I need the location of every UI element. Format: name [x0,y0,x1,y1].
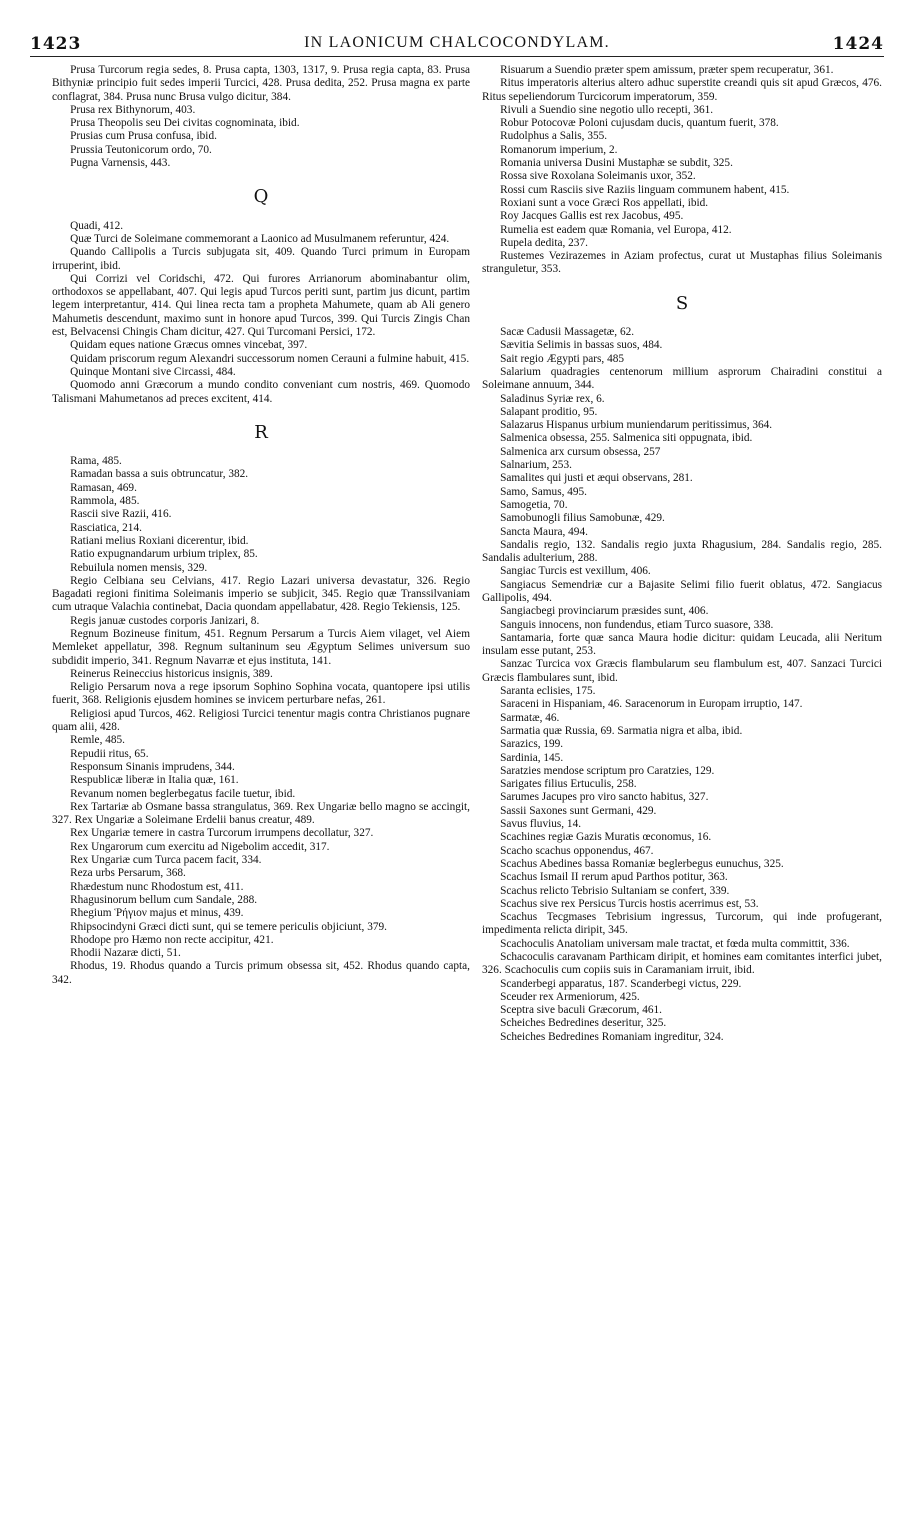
index-entry: Pugna Varnensis, 443. [70,157,171,170]
index-entry: Repudii ritus, 65. [70,747,149,760]
index-entry: Sævitia Selimis in bassas suos, 484. [500,339,663,352]
index-entry: Salapant proditio, 95. [500,405,598,418]
index-entry: Scachus Abedines bassa Romaniæ beglerbegus eunuchus, 325. [500,857,784,870]
page-header [30,34,884,57]
index-entry: Roy Jacques Gallis est rex Jacobus, 495. [500,210,684,223]
index-column-right [482,64,882,1044]
index-entry: Sanguis innocens, non fundendus, etiam Turco suasore, 338. [500,618,774,631]
index-entry: Samogetia, 70. [500,498,568,511]
index-entry: Saraceni in Hispaniam, 46. Saracenorum in Europam irruptio, 147. [500,698,803,711]
index-entry: Prusa Theopolis seu Dei civitas cognominata, ibid. [70,117,300,130]
index-entry: Quæ Turci de Soleimane commemorant a Laonico ad Musulmanem referuntur, 424. [70,232,450,245]
index-entry: Savus fluvius, 14. [500,818,582,831]
index-entry: Sarumes Jacupes pro viro sancto habitus, 327. [500,791,709,804]
index-entry: Rama, 485. [70,455,122,468]
index-entry: Ratio expugnandarum urbium triplex, 85. [70,548,258,561]
index-entry: Rex Ungariæ cum Turca pacem facit, 334. [70,854,262,867]
index-entry: Religio Persarum nova a rege ipsorum Sophino Sophina vocata, quantopere ipsi utilis fuerit, 368. Religionis ejusdem homines se invicem perturbare nefas, 261. [52,681,470,707]
index-entry: Salmenica arx cursum obsessa, 257 [500,445,661,458]
index-entry: Rammola, 485. [70,495,140,508]
running-title: IN LAONICUM CHALCOCONDYLAM. [304,34,610,51]
index-entry: Saranta eclisies, 175. [500,685,596,698]
section-letter: Q [253,186,269,208]
section-letter: R [254,421,268,443]
index-entry: Rustemes Vezirazemes in Aziam profectus, curat ut Mustaphas filius Soleimanis stranguletur, 353. [482,250,882,276]
index-entry: Responsum Sinanis imprudens, 344. [70,760,235,773]
index-entry: Rumelia est eadem quæ Romania, vel Europa, 412. [500,223,732,236]
index-entry: Risuarum a Suendio præter spem amissum, præter spem recuperatur, 361. [500,64,834,76]
index-entry: Salazarus Hispanus urbium muniendarum peritissimus, 364. [500,419,773,432]
index-entry: Respublicæ liberæ in Italia quæ, 161. [70,774,239,787]
index-entry: Sarazics, 199. [500,738,564,751]
index-entry: Salnarium, 253. [500,459,572,472]
index-entry: Sangiac Turcis est vexillum, 406. [500,565,651,578]
index-entry: Scheiches Bedredines deseritur, 325. [500,1017,667,1030]
index-entry: Sancta Maura, 494. [500,525,588,538]
index-entry: Reza urbs Persarum, 368. [70,867,186,880]
index-entry: Scacho scachus opponendus, 467. [500,844,654,857]
index-entry: Rex Ungarorum cum exercitu ad Nigebolim accedit, 317. [70,840,330,853]
index-entry: Quidam eques natione Græcus omnes vincebat, 397. [70,339,308,352]
index-entry: Samobunogli filius Samobunæ, 429. [500,512,665,525]
index-entry: Sarmatæ, 46. [500,711,560,724]
index-entry: Rhegium Ῥήγιον majus et minus, 439. [70,907,244,920]
index-entry: Quomodo anni Græcorum a mundo condito conveniant cum nostris, 469. Quomodo Talismani Mahumetanos ad preces excitent, 414. [52,379,470,405]
index-entry: Revanum nomen beglerbegatus facile tuetur, ibid. [70,787,296,800]
index-entry: Robur Potocovæ Poloni cujusdam ducis, quantum fuerit, 378. [500,117,779,130]
index-entry: Scachus relicto Tebrisio Sultaniam se confert, 339. [500,884,730,897]
index-entry: Scachines regiæ Gazis Muratis œconomus, 16. [500,831,712,844]
index-entry: Sacæ Cadusii Massagetæ, 62. [500,326,635,339]
index-entry: Rasciatica, 214. [70,521,142,534]
index-entry: Sangiacus Semendriæ cur a Bajasite Selimi filio fuerit oblatus, 472. Sangiacus Gallipolis, 494. [482,578,882,604]
index-entry: Sceptra sive baculi Græcorum, 461. [500,1004,662,1017]
index-entry: Rossi cum Rasciis sive Raziis linguam communem habent, 415. [500,183,790,196]
index-entry: Remle, 485. [70,734,125,747]
index-entry: Scheiches Bedredines Romaniam ingreditur, 324. [500,1030,724,1043]
index-entry: Scanderbegi apparatus, 187. Scanderbegi victus, 229. [500,977,742,990]
index-entry: Sarigates filius Ertuculis, 258. [500,778,637,791]
index-entry: Rhædestum nunc Rhodostum est, 411. [70,880,244,893]
index-entry: Ramasan, 469. [70,481,137,494]
index-entry: Rhodope pro Hæmo non recte accipitur, 421. [70,933,274,946]
index-entry: Scachus Ismail II rerum apud Parthos potitur, 363. [500,871,728,884]
index-entry: Santamaria, forte quæ sanca Maura hodie dicitur: quidam Leucada, alii Neritum insulam esse putant, 253. [482,631,882,658]
index-entry: Romanorum imperium, 2. [500,143,618,156]
page-number-left: 1423 [30,34,82,54]
index-entry: Prussia Teutonicorum ordo, 70. [70,143,212,156]
index-entry: Sceuder rex Armeniorum, 425. [500,990,640,1003]
index-entry: Quinque Montani sive Circassi, 484. [70,365,236,378]
index-entry: Rhodii Nazaræ dicti, 51. [70,947,181,960]
index-entry: Rhagusinorum bellum cum Sandale, 288. [70,893,258,906]
index-entry: Prusa Turcorum regia sedes, 8. Prusa capta, 1303, 1317, 9. Prusa regia capta, 83. Prusa Bithyniæ principio fuit sedes imperii Turcici, 428. Prusa dedita, 252. Prusa magna ex parte conflagrat, 384. Prusa nunc Brusa vulgo dicitur, 384. [52,64,470,103]
index-entry: Saratzies mendose scriptum pro Caratzies, 129. [500,764,715,777]
index-entry: Reinerus Reineccius historicus insignis, 389. [70,667,273,680]
index-entry: Rex Tartariæ ab Osmane bassa strangulatus, 369. Rex Ungariæ bello magno se accingit, 327. Rex Ungariæ a Soleimane Erdelii banus creatur, 489. [52,800,470,827]
index-entry: Rossa sive Roxolana Soleimanis uxor, 352. [500,170,696,183]
index-entry: Sait regio Ægypti pars, 485 [500,352,625,365]
index-entry: Regio Celbiana seu Celvians, 417. Regio Lazari universa devastatur, 326. Regio Bagadati regioni finitima Soleimanis imperio se subjicit, 345. Regio quæ Transsilvaniam cum utraque Valachia continebat, Dacia quondam appellabatur, 428. Regio Tekiensis, 125. [52,574,470,614]
index-entry: Prusias cum Prusa confusa, ibid. [70,130,217,143]
index-entry: Samalites qui justi et æqui observans, 281. [500,472,693,485]
index-entry: Ramadan bassa a suis obtruncatur, 382. [70,468,249,481]
index-entry: Religiosi apud Turcos, 462. Religiosi Turcici tenentur magis contra Christianos pugnare quam alii, 428. [52,707,470,734]
index-entry: Saladinus Syriæ rex, 6. [500,392,605,405]
index-entry: Roxiani sunt a voce Græci Ros appellati, ibid. [500,196,709,209]
index-entry: Rivuli a Suendio sine negotio ullo recepti, 361. [500,103,714,116]
index-entry: Romania universa Dusini Mustaphæ se subdit, 325. [500,157,733,170]
index-entry: Rupela dedita, 237. [500,236,588,249]
index-entry: Schacoculis caravanam Parthicam diripit, et homines eam comitantes interfici jubet, 326. Scachoculis cum copiis suis in Caramaniam irruit, ibid. [482,951,882,977]
index-entry: Samo, Samus, 495. [500,485,588,498]
section-letter: S [675,292,689,314]
page-number-right: 1424 [832,34,884,54]
index-entry: Rudolphus a Salis, 355. [500,130,608,143]
index-entry: Rascii sive Razii, 416. [70,508,172,521]
index-entry: Ritus imperatoris alterius altero adhuc superstite creandi quis sit apud Græcos, 476. Ritus sepeliendorum Turcicorum imperatorum, 359. [482,77,882,103]
index-entry: Quadi, 412. [70,219,124,232]
index-entry: Rex Ungariæ temere in castra Turcorum irrumpens decollatur, 327. [70,827,374,840]
index-entry: Sassii Saxones sunt Germani, 429. [500,804,657,817]
index-entry: Rhipsocindyni Græci dicti sunt, qui se temere periculis objiciunt, 379. [70,920,387,933]
index-entry: Ratiani melius Roxiani dicerentur, ibid. [70,534,249,547]
index-entry: Sanzac Turcica vox Græcis flambularum seu flambulum est, 407. Sanzaci Turcici Græcis flambulares sunt, ibid. [482,658,882,684]
index-entry: Regis januæ custodes corporis Janizari, 8. [70,614,260,627]
index-entry: Rhodus, 19. Rhodus quando a Turcis primum obsessa sit, 452. Rhodus quando capta, 342. [52,960,470,986]
index-entry: Qui Corrizi vel Coridschi, 472. Qui furores Arrianorum abominabantur olim, orthodoxos se appellabant, 407. Qui legis apud Turcos periti sunt, partim jus dicunt, partim legem interpretantur, 414. Qui linea recta tam a propheta Mahumete, quam ab Ali genero Mahumetis descendunt, maximo sunt in honore apud Turcos, 399. Qui Turcis Zingis Chan est, Belvacensi Chingis Cham dicitur, 427. Qui Turcomani Persici, 172. [52,272,470,339]
index-entry: Rebuilula nomen mensis, 329. [70,561,208,574]
index-entry: Quidam priscorum regum Alexandri successorum nomen Cerauni a fulmine habuit, 415. [70,352,470,365]
index-entry: Prusa rex Bithynorum, 403. [70,103,196,116]
index-entry: Salmenica obsessa, 255. Salmenica siti oppugnata, ibid. [500,432,753,445]
index-entry: Scachus Tecgmases Tebrisium ingressus, Turcorum, qui inde profugerant, impedimenta relicta diripit, 345. [482,911,882,937]
index-entry: Sarmatia quæ Russia, 69. Sarmatia nigra et alba, ibid. [500,724,743,737]
index-entry: Salarium quadragies centenorum millium asprorum Chairadini constitui a Soleimane annuum, 344. [482,365,882,392]
index-entry: Sandalis regio, 132. Sandalis regio juxta Rhagusium, 284. Sandalis regio, 285. Sandalis adulterium, 288. [482,538,882,565]
index-entry: Sangiacbegi provinciarum præsides sunt, 406. [500,605,709,618]
index-entry: Scachoculis Anatoliam universam male tractat, et fœda multa committit, 336. [500,937,850,950]
index-entry: Quando Callipolis a Turcis subjugata sit, 409. Quando Turci primum in Europam irruperint, ibid. [52,246,470,272]
index-column-left [52,64,470,987]
index-entry: Scachus sive rex Persicus Turcis hostis acerrimus est, 53. [500,897,759,910]
index-entry: Regnum Bozineuse finitum, 451. Regnum Persarum a Turcis Aiem vilaget, vel Aiem Memleket appellatur, 398. Regnum sultaninum seu Ægyptum Selimes universum suo subdidit imperio, 341. Regnum Navarræ et ejus instituta, 141. [52,627,470,667]
index-entry: Sardinia, 145. [500,751,564,764]
